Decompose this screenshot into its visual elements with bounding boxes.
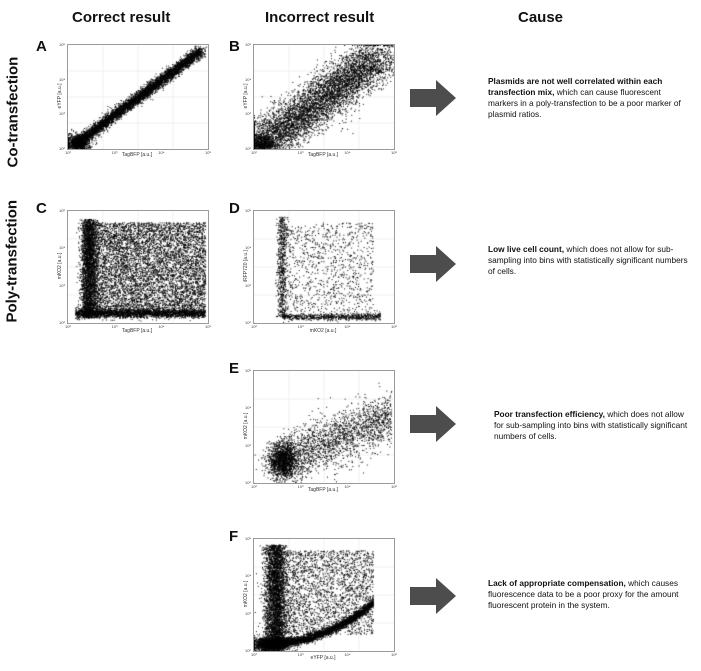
y-tick-label: 10²	[245, 648, 251, 653]
y-tick-label: 10²	[59, 146, 65, 151]
x-tick-label: 10²	[65, 324, 71, 329]
panel-letter-e: E	[229, 360, 240, 377]
row-label-polytransfection: Poly-transfection	[3, 199, 21, 323]
panel-letter-f: F	[229, 528, 239, 545]
panel-letter-c: C	[36, 200, 47, 217]
x-tick-label: 10⁴	[344, 652, 351, 657]
cause-text-3	[494, 409, 690, 442]
y-tick-label: 10⁵	[245, 42, 252, 47]
x-tick-label: 10⁴	[344, 324, 351, 329]
y-tick-label: 10³	[245, 282, 251, 288]
cause-body-4: which causes fluorescence data to be a poor proxy for the amount fluorescent protein in the system.	[488, 578, 679, 610]
y-tick-label: 10³	[245, 442, 251, 448]
y-tick-label: 10⁵	[245, 208, 252, 213]
x-tick-label: 10²	[65, 150, 71, 155]
y-tick-label: 10⁵	[245, 536, 252, 541]
y-tick-label: 10²	[59, 320, 65, 325]
y-axis-label-a: eYFP [a.u.]	[57, 83, 63, 109]
cause-title-4: Lack of appropriate compensation,	[488, 578, 626, 588]
cause-title-2: Low live cell count,	[488, 244, 565, 254]
y-axis-label-c: mKO2 [a.u.]	[57, 252, 63, 280]
y-tick-label: 10²	[245, 146, 251, 151]
x-tick-label: 10³	[297, 324, 304, 329]
y-tick-label: 10³	[245, 610, 251, 616]
header-cause: Cause	[518, 9, 564, 26]
x-tick-label: 10⁴	[158, 150, 165, 155]
x-tick-label: 10⁵	[205, 150, 212, 155]
arrow-right-icon	[410, 578, 458, 614]
cause-body-3: which does not allow for sub-sampling into bins with statistically significant numbers of cells.	[494, 409, 688, 441]
x-tick-label: 10⁴	[344, 484, 351, 489]
cause-title-1: Plasmids are not well correlated within each transfection mix,	[488, 76, 663, 97]
x-axis-label-e: TagBFP [a.u.]	[307, 487, 339, 493]
y-tick-label: 10⁵	[245, 368, 252, 373]
x-axis-label-c: TagBFP [a.u.]	[121, 328, 153, 334]
x-tick-label: 10²	[251, 652, 257, 657]
y-tick-label: 10³	[245, 111, 251, 117]
x-tick-label: 10³	[111, 150, 118, 155]
x-tick-label: 10⁵	[391, 652, 398, 657]
y-tick-label: 10³	[59, 282, 65, 288]
y-tick-label: 10⁴	[245, 245, 252, 251]
panel-letter-d: D	[229, 200, 240, 217]
x-tick-label: 10²	[251, 484, 257, 489]
x-tick-label: 10⁴	[158, 324, 165, 329]
arrow-right-icon	[410, 406, 458, 442]
x-tick-label: 10⁵	[205, 324, 212, 329]
y-tick-label: 10³	[59, 111, 65, 117]
x-tick-label: 10³	[111, 324, 118, 329]
x-tick-label: 10³	[297, 652, 304, 657]
x-tick-label: 10⁵	[391, 484, 398, 489]
header-correct-result: Correct result	[72, 9, 171, 26]
x-axis-label-f: eYFP [a.u.]	[310, 655, 336, 661]
arrow-right-icon	[410, 80, 458, 116]
cause-title-3: Poor transfection efficiency,	[494, 409, 605, 419]
y-tick-label: 10⁴	[59, 76, 66, 82]
y-tick-label: 10⁵	[59, 208, 66, 213]
x-tick-label: 10⁵	[391, 324, 398, 329]
x-axis-label-a: TagBFP [a.u.]	[121, 152, 153, 158]
x-tick-label: 10²	[251, 150, 257, 155]
y-axis-label-e: mKO2 [a.u.]	[243, 412, 249, 440]
cause-text-1	[488, 76, 688, 120]
y-tick-label: 10⁵	[59, 42, 66, 47]
x-tick-label: 10³	[297, 150, 304, 155]
panel-letter-a: A	[36, 38, 47, 55]
y-tick-label: 10²	[245, 480, 251, 485]
panel-letter-b: B	[229, 38, 240, 55]
cause-text-2	[488, 244, 688, 277]
x-tick-label: 10²	[251, 324, 257, 329]
x-tick-label: 10⁵	[391, 150, 398, 155]
x-tick-label: 10⁴	[344, 150, 351, 155]
x-axis-label-d: mKO2 [a.u.]	[309, 328, 337, 334]
y-axis-label-f: mKO2 [a.u.]	[243, 580, 249, 608]
cause-body-2: which does not allow for sub-sampling into bins with statistically significant numbers of cells.	[488, 244, 688, 276]
x-axis-label-b: TagBFP [a.u.]	[307, 152, 339, 158]
cause-text-4	[488, 578, 694, 611]
row-label-cotransfection: Co-transfection	[4, 56, 22, 168]
y-tick-label: 10⁴	[59, 245, 66, 251]
cause-body-1: which can cause fluorescent markers in a poly-transfection to be a poor marker of plasmid ratios.	[488, 87, 681, 119]
y-tick-label: 10²	[245, 320, 251, 325]
y-tick-label: 10⁴	[245, 573, 252, 579]
y-axis-label-d: iRFP720 [a.u.]	[243, 250, 249, 282]
arrow-right-icon	[410, 246, 458, 282]
header-incorrect-result: Incorrect result	[265, 9, 375, 26]
y-axis-label-b: eYFP [a.u.]	[243, 83, 249, 109]
y-tick-label: 10⁴	[245, 405, 252, 411]
y-tick-label: 10⁴	[245, 76, 252, 82]
x-tick-label: 10³	[297, 484, 304, 489]
